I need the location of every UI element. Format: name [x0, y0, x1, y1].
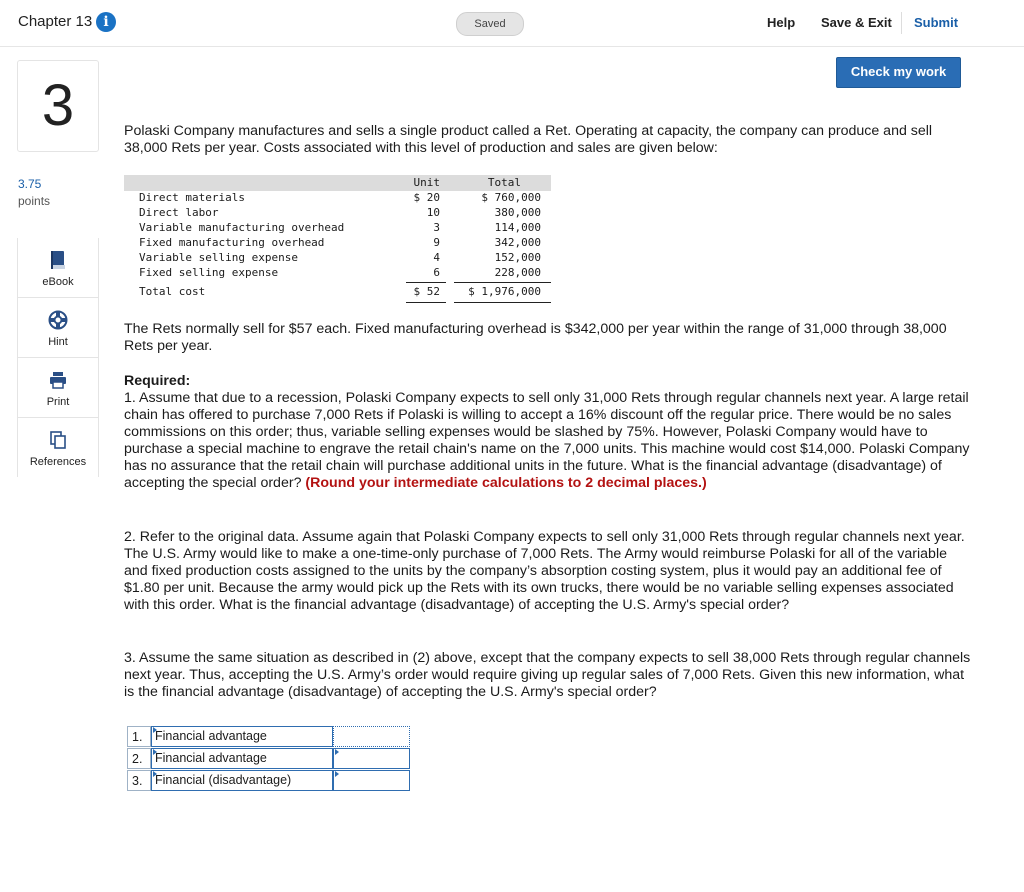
- table-header-row: [124, 176, 551, 191]
- save-exit-link[interactable]: Save & Exit: [821, 15, 892, 30]
- row-total: $ 760,000: [481, 191, 541, 204]
- table-total-row: [124, 285, 551, 300]
- price-paragraph: The Rets normally sell for $57 each. Fixed manufacturing overhead is $342,000 per year within the range of 31,000 through 38,000 Rets per year.: [124, 321, 947, 354]
- help-link[interactable]: Help: [767, 15, 796, 30]
- dropdown-marker-icon: [153, 771, 157, 777]
- submit-link[interactable]: Submit: [914, 15, 959, 30]
- table-row: [124, 251, 551, 266]
- printer-icon: [48, 370, 68, 390]
- input-marker-icon: [335, 771, 339, 777]
- sidebar-item-print[interactable]: [18, 358, 98, 418]
- sidebar-item-label: References: [29, 456, 87, 468]
- answer-input-2[interactable]: [333, 748, 410, 769]
- row-unit: 10: [426, 206, 440, 219]
- table-row: [124, 206, 551, 221]
- question-number: 3: [17, 60, 99, 152]
- sidebar-item-label: eBook: [42, 276, 74, 288]
- unit-total-underline: [406, 302, 446, 303]
- sidebar-item-hint[interactable]: [18, 298, 98, 358]
- answer-input-3[interactable]: [333, 770, 410, 791]
- intro-paragraph: Polaski Company manufactures and sells a single product called a Ret. Operating at capacity, the company can produce and sell 38,000 Rets per year. Costs associated with this level of production and sales are given below:: [124, 123, 933, 156]
- sidebar-item-label: Hint: [48, 336, 68, 348]
- input-marker-icon: [335, 749, 339, 755]
- row-name: Direct materials: [139, 191, 245, 204]
- requirement-3: 3. Assume the same situation as described in (2) above, except that the company expects to sell 38,000 Rets through regular channels next year. Thus, accepting the U.S. Army’s order would require giving up regular sales of 7,000 Rets. Given this new information, what is the financial advantage (disadvantage) of accepting the U.S. Army's special order?: [124, 650, 971, 700]
- lifebuoy-icon: [48, 310, 68, 330]
- saved-status-badge: Saved: [456, 12, 524, 36]
- dropdown-marker-icon: [153, 749, 157, 755]
- answer-row: [127, 770, 410, 791]
- row-unit: 6: [433, 266, 440, 279]
- row-name: Fixed manufacturing overhead: [139, 236, 325, 249]
- answer-label-dropdown[interactable]: Financial (disadvantage): [151, 770, 333, 791]
- row-total: 228,000: [494, 266, 541, 279]
- row-total: 152,000: [494, 251, 541, 264]
- requirement-1-text: 1. Assume that due to a recession, Polaski Company expects to sell only 31,000 Rets through regular channels next year. A large retail chain has offered to purchase 7,000 Rets if Polaski is willing to accept a 16% discount off the regular price. There would be no sales commissions on this order; thus, variable selling expenses would be slashed by 75%. However, Polaski Company would have to purchase a special machine to engrave the retail chain's name on the 7,000 units. This machine would cost $14,000. Polaski Company has no assurance that the retail chain will purchase additional units in the future. What is the financial advantage (disadvantage) of accepting the special order?: [124, 390, 970, 491]
- top-bar: [0, 0, 1024, 47]
- required-heading: Required:: [124, 373, 191, 389]
- total-column-header: Total: [487, 176, 521, 189]
- points-value: 3.75: [18, 177, 42, 191]
- requirement-1: [124, 390, 972, 492]
- total-sum-line: [454, 282, 551, 283]
- row-total: 114,000: [494, 221, 541, 234]
- requirement-2: 2. Refer to the original data. Assume again that Polaski Company expects to sell only 31,000 Rets through regular channels next year. The U.S. Army would like to make a one-time-only purchase of 7,000 Rets. The Army would reimburse Polaski for all of the variable and fixed production costs assigned to the units by the company’s absorption costing system, plus it would pay an additional fee of $1.80 per unit. Because the army would pick up the Rets with its own trucks, there would be no variable selling expenses associated with this order. What is the financial advantage (disadvantage) of accepting the U.S. Army's special order?: [124, 529, 965, 613]
- row-name: Variable selling expense: [139, 251, 298, 264]
- total-total-underline: [454, 302, 551, 303]
- answer-row: [127, 726, 410, 747]
- row-total: 342,000: [494, 236, 541, 249]
- table-row: [124, 221, 551, 236]
- tool-sidebar: [17, 238, 99, 477]
- table-row: [124, 191, 551, 206]
- answer-label-dropdown[interactable]: Financial advantage: [151, 748, 333, 769]
- unit-column-header: Unit: [413, 176, 440, 189]
- chapter-title: Chapter 13: [18, 13, 93, 30]
- rounding-note: (Round your intermediate calculations to 2 decimal places.): [305, 475, 707, 491]
- row-unit: $ 52: [413, 285, 440, 298]
- answer-label-dropdown[interactable]: Financial advantage: [151, 726, 333, 747]
- unit-sum-line: [406, 282, 446, 283]
- sidebar-item-ebook[interactable]: [18, 238, 98, 298]
- points-label: points: [18, 194, 51, 208]
- answer-row: [127, 748, 410, 769]
- answer-number: 2.: [127, 748, 151, 769]
- info-icon[interactable]: i: [96, 12, 116, 32]
- table-row: [124, 236, 551, 251]
- row-total: $ 1,976,000: [468, 285, 541, 298]
- row-name: Variable manufacturing overhead: [139, 221, 345, 234]
- header-divider: [901, 12, 902, 34]
- table-row: [124, 266, 551, 281]
- answer-input-1[interactable]: [333, 726, 410, 747]
- row-name: Total cost: [139, 285, 206, 298]
- row-unit: 3: [433, 221, 440, 234]
- sidebar-item-label: Print: [46, 396, 70, 408]
- row-unit: 4: [433, 251, 440, 264]
- check-my-work-button[interactable]: Check my work: [836, 57, 961, 88]
- row-total: 380,000: [494, 206, 541, 219]
- book-icon: [48, 250, 68, 270]
- sidebar-item-references[interactable]: [18, 418, 98, 477]
- row-unit: 9: [433, 236, 440, 249]
- row-name: Direct labor: [139, 206, 219, 219]
- dropdown-marker-icon: [153, 727, 157, 733]
- answer-number: 1.: [127, 726, 151, 747]
- row-name: Fixed selling expense: [139, 266, 279, 279]
- row-unit: $ 20: [413, 191, 440, 204]
- answer-number: 3.: [127, 770, 151, 791]
- copy-icon: [48, 430, 68, 450]
